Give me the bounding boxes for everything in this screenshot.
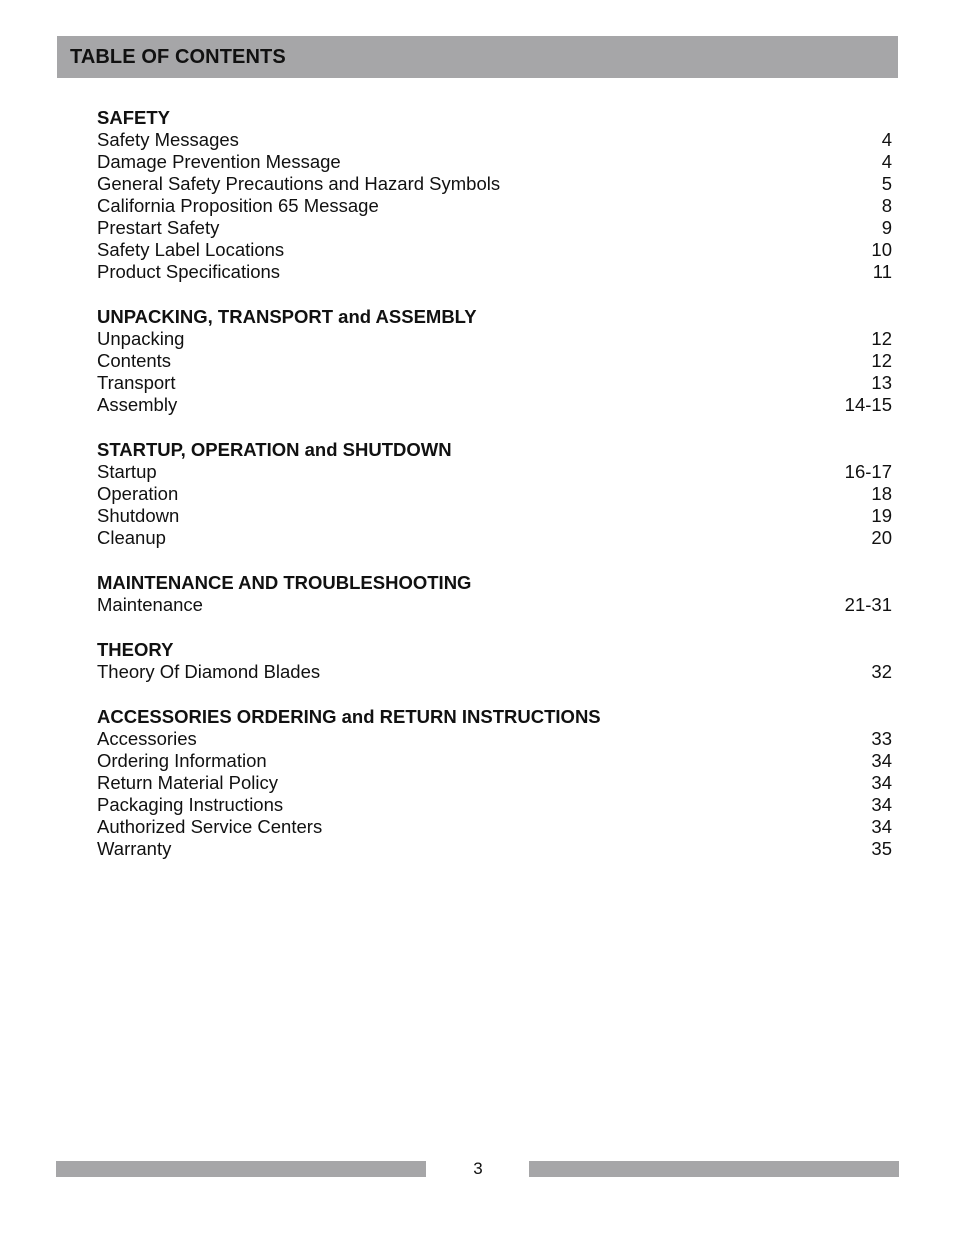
entry-label: Maintenance bbox=[97, 594, 203, 615]
toc-section-unpacking bbox=[97, 306, 892, 416]
entry-page: 12 bbox=[871, 350, 892, 371]
toc-section-startup bbox=[97, 439, 892, 549]
section-title: SAFETY bbox=[97, 107, 170, 128]
entry-label: Authorized Service Centers bbox=[97, 816, 323, 837]
toc-entry[interactable] bbox=[97, 239, 892, 261]
toc-entry[interactable] bbox=[97, 772, 892, 794]
toc-entry[interactable] bbox=[97, 527, 892, 549]
entry-page: 21-31 bbox=[844, 594, 892, 615]
entry-label: Transport bbox=[97, 372, 176, 393]
entry-label: Safety Label Locations bbox=[97, 239, 285, 260]
footer-bar-left bbox=[56, 1161, 426, 1177]
toc-entry[interactable] bbox=[97, 816, 892, 838]
toc-section-accessories bbox=[97, 706, 892, 860]
toc-entry[interactable] bbox=[97, 750, 892, 772]
footer-bar-right bbox=[529, 1161, 899, 1177]
entry-page: 4 bbox=[881, 151, 892, 172]
entry-page: 5 bbox=[881, 173, 892, 194]
entry-page: 34 bbox=[871, 772, 892, 793]
toc-entry[interactable] bbox=[97, 794, 892, 816]
section-title: STARTUP, OPERATION and SHUTDOWN bbox=[97, 439, 452, 460]
section-title: ACCESSORIES ORDERING and RETURN INSTRUCTIONS bbox=[97, 706, 601, 727]
toc-entry[interactable] bbox=[97, 505, 892, 527]
toc-entry[interactable] bbox=[97, 728, 892, 750]
entry-page: 19 bbox=[871, 505, 892, 526]
entry-page: 34 bbox=[871, 816, 892, 837]
entry-label: Shutdown bbox=[97, 505, 180, 526]
toc-entry[interactable] bbox=[97, 173, 892, 195]
entry-page: 33 bbox=[871, 728, 892, 749]
page-title: TABLE OF CONTENTS bbox=[70, 45, 286, 68]
entry-label: Contents bbox=[97, 350, 172, 371]
entry-page: 8 bbox=[881, 195, 892, 216]
entry-page: 4 bbox=[881, 129, 892, 150]
entry-page: 34 bbox=[871, 794, 892, 815]
entry-page: 32 bbox=[871, 661, 892, 682]
page-number: 3 bbox=[473, 1159, 483, 1178]
entry-label: Damage Prevention Message bbox=[97, 151, 341, 172]
section-title: THEORY bbox=[97, 639, 174, 660]
toc-entry[interactable] bbox=[97, 372, 892, 394]
entry-page: 35 bbox=[871, 838, 892, 859]
toc-entry[interactable] bbox=[97, 594, 892, 616]
toc-entry[interactable] bbox=[97, 195, 892, 217]
toc-entry[interactable] bbox=[97, 838, 892, 860]
entry-page: 9 bbox=[881, 217, 892, 238]
entry-page: 12 bbox=[871, 328, 892, 349]
toc-entry[interactable] bbox=[97, 129, 892, 151]
entry-label: Operation bbox=[97, 483, 179, 504]
entry-page: 20 bbox=[871, 527, 892, 548]
entry-label: Unpacking bbox=[97, 328, 185, 349]
toc-entry[interactable] bbox=[97, 217, 892, 239]
entry-page: 34 bbox=[871, 750, 892, 771]
toc-section-maintenance bbox=[97, 572, 892, 616]
entry-label: Ordering Information bbox=[97, 750, 267, 771]
header-bar bbox=[57, 36, 898, 78]
entry-label: Warranty bbox=[97, 838, 172, 859]
entry-page: 11 bbox=[872, 261, 892, 282]
toc-entry[interactable] bbox=[97, 350, 892, 372]
entry-label: Return Material Policy bbox=[97, 772, 278, 793]
entry-label: Product Specifications bbox=[97, 261, 281, 282]
section-title: UNPACKING, TRANSPORT and ASSEMBLY bbox=[97, 306, 477, 327]
toc-entry[interactable] bbox=[97, 461, 892, 483]
toc-entry[interactable] bbox=[97, 394, 892, 416]
entry-page: 18 bbox=[871, 483, 892, 504]
entry-label: General Safety Precautions and Hazard Symbols bbox=[97, 173, 501, 194]
toc-entry[interactable] bbox=[97, 261, 892, 283]
entry-label: Accessories bbox=[97, 728, 197, 749]
entry-label: Assembly bbox=[97, 394, 178, 415]
entry-label: Cleanup bbox=[97, 527, 166, 548]
toc-entry[interactable] bbox=[97, 151, 892, 173]
toc-entry[interactable] bbox=[97, 661, 892, 683]
entry-label: Theory Of Diamond Blades bbox=[97, 661, 321, 682]
entry-label: California Proposition 65 Message bbox=[97, 195, 379, 216]
entry-page: 16-17 bbox=[844, 461, 892, 482]
entry-page: 13 bbox=[871, 372, 892, 393]
section-title: MAINTENANCE AND TROUBLESHOOTING bbox=[97, 572, 472, 593]
entry-label: Packaging Instructions bbox=[97, 794, 284, 815]
toc-entry[interactable] bbox=[97, 483, 892, 505]
entry-label: Startup bbox=[97, 461, 157, 482]
entry-label: Safety Messages bbox=[97, 129, 239, 150]
table-of-contents bbox=[97, 107, 892, 883]
entry-page: 14-15 bbox=[844, 394, 892, 415]
toc-section-safety bbox=[97, 107, 892, 283]
entry-page: 10 bbox=[871, 239, 892, 260]
toc-entry[interactable] bbox=[97, 328, 892, 350]
toc-section-theory bbox=[97, 639, 892, 683]
entry-label: Prestart Safety bbox=[97, 217, 220, 238]
